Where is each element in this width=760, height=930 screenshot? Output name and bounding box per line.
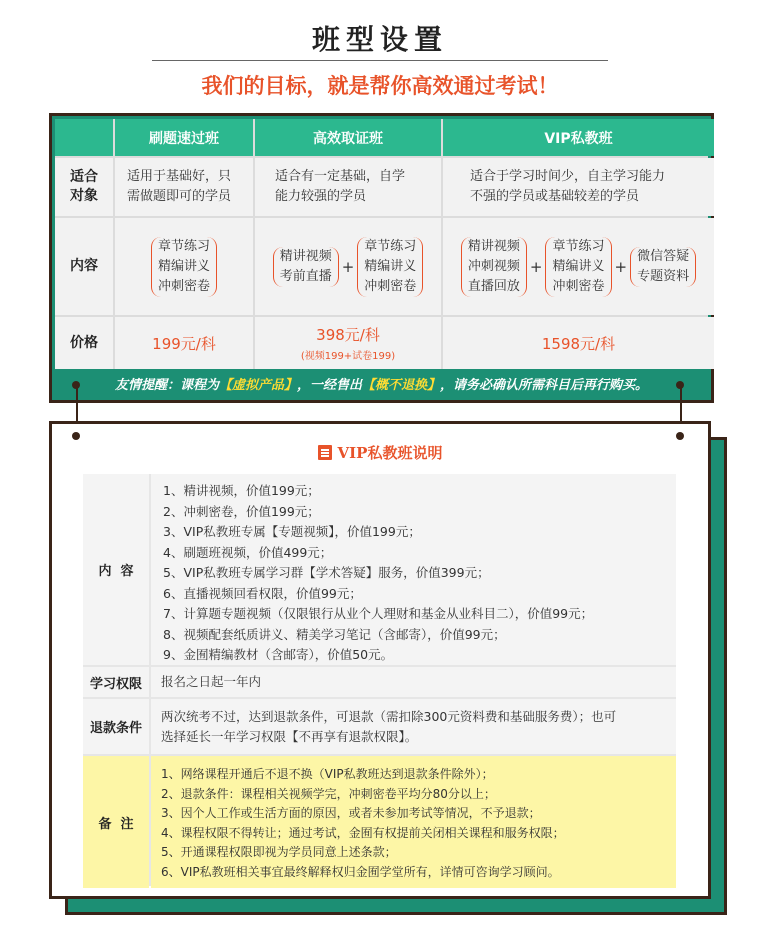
content-group: 精讲视频 考前直播 <box>273 247 339 287</box>
plus-sign: + <box>614 257 628 276</box>
table-corner <box>55 119 113 156</box>
list-item: 5、开通课程权限即视为学员同意上述条款； <box>161 845 397 859</box>
content-group: 微信答疑 专题资料 <box>630 247 696 287</box>
content-quick <box>115 218 253 315</box>
list-item: 5、VIP私教班专属学习群【学术答疑】服务，价值399元； <box>163 565 490 580</box>
content-group: 精讲视频 冲刺视频 直播回放 <box>461 237 527 297</box>
list-item: 2、退款条件：课程相关视频学完，冲刺密卷平均分80分以上； <box>161 786 496 801</box>
list-item: 8、视频配套纸质讲义、精美学习笔记（含邮寄），价值99元； <box>163 626 506 642</box>
column-header-quick: 刷题速过班 <box>115 119 253 156</box>
list-item: 1、精讲视频，价值199元； <box>163 483 320 498</box>
column-header-vip: VIP私教班 <box>443 119 714 156</box>
list-item: 9、金囿精编教材（含邮寄），价值50元。 <box>163 647 394 662</box>
target-efficient: 适合有一定基础，自学 能力较强的学员 <box>255 158 441 216</box>
label-remark: 备 注 <box>83 756 149 888</box>
remark-list <box>151 756 676 888</box>
list-item: 6、直播视频回看权限，价值99元； <box>163 585 362 601</box>
plus-sign: + <box>529 257 543 276</box>
content-group: 章节练习 精编讲义 冲刺密卷 <box>151 237 217 297</box>
content-group: 章节练习 精编讲义 冲刺密卷 <box>357 237 423 297</box>
list-item: 4、刷题班视频，价值499元； <box>163 544 333 560</box>
row-label-price: 价格 <box>55 317 113 369</box>
purchase-notice: 友情提醒：课程为 【虚拟产品】 ，一经售出 【概不退换】 ，请务必确认所需科目后再行购买。 <box>114 377 649 393</box>
column-header-efficient: 高效取证班 <box>255 119 441 156</box>
label-refund: 退款条件 <box>83 699 149 754</box>
row-label-target: 适合 对象 <box>55 158 113 216</box>
target-quick: 适用于基础好，只 需做题即可的学员 <box>115 158 253 216</box>
document-icon <box>318 445 332 460</box>
rivet-dot <box>72 432 80 440</box>
refund-value: 两次统考不过，达到退款条件，可退款（需扣除300元资料费和基础服务费）；也可 选择延长一年学习权限【不再享有退款权限】。 <box>151 699 676 754</box>
page-title: 班型设置 <box>311 23 448 56</box>
price-quick: 199元/科 <box>115 317 253 369</box>
list-item: 7、计算题专题视频（仅限银行从业个人理财和基金从业科目二），价值99元； <box>163 606 594 621</box>
list-item: 3、因个人工作或生活方面的原因，或者未参加考试等情况，不予退款； <box>161 806 541 820</box>
rivet-dot <box>676 432 684 440</box>
row-label-content: 内容 <box>55 218 113 315</box>
vip-detail-table <box>83 474 676 886</box>
content-vip <box>443 218 714 315</box>
class-compare-table <box>55 119 708 369</box>
vip-section-title: VIP私教班说明 <box>52 442 708 463</box>
list-item: 4、课程权限不得转让；通过考试，金囿有权提前关闭相关课程和服务权限； <box>161 825 565 840</box>
period-value: 报名之日起一年内 <box>151 667 676 697</box>
list-item: 3、VIP私教班专属【专题视频】，价值199元； <box>163 524 421 539</box>
list-item: 1、网络课程开通后不退不换（VIP私教班达到退款条件除外）； <box>161 767 494 781</box>
list-item: 6、VIP私教班相关事宜最终解释权归金囿学堂所有，详情可咨询学习顾问。 <box>161 864 560 879</box>
list-item: 2、冲刺密卷，价值199元； <box>163 503 320 519</box>
page-subtitle: 我们的目标，就是帮你高效通过考试！ <box>201 74 559 98</box>
label-period: 学习权限 <box>83 667 149 697</box>
vip-detail-card <box>49 421 711 899</box>
content-efficient <box>255 218 441 315</box>
title-divider <box>152 60 608 61</box>
price-efficient: 398元/科 (视频199+试卷199) <box>255 317 441 369</box>
target-vip: 适合于学习时间少，自主学习能力 不强的学员或基础较差的学员 <box>443 158 714 216</box>
content-list <box>151 474 676 665</box>
plus-sign: + <box>341 257 355 276</box>
price-note: (视频199+试卷199) <box>300 351 396 362</box>
class-compare-card <box>49 113 714 403</box>
price-vip: 1598元/科 <box>443 317 714 369</box>
content-group: 章节练习 精编讲义 冲刺密卷 <box>545 237 611 297</box>
label-content: 内 容 <box>83 474 149 665</box>
